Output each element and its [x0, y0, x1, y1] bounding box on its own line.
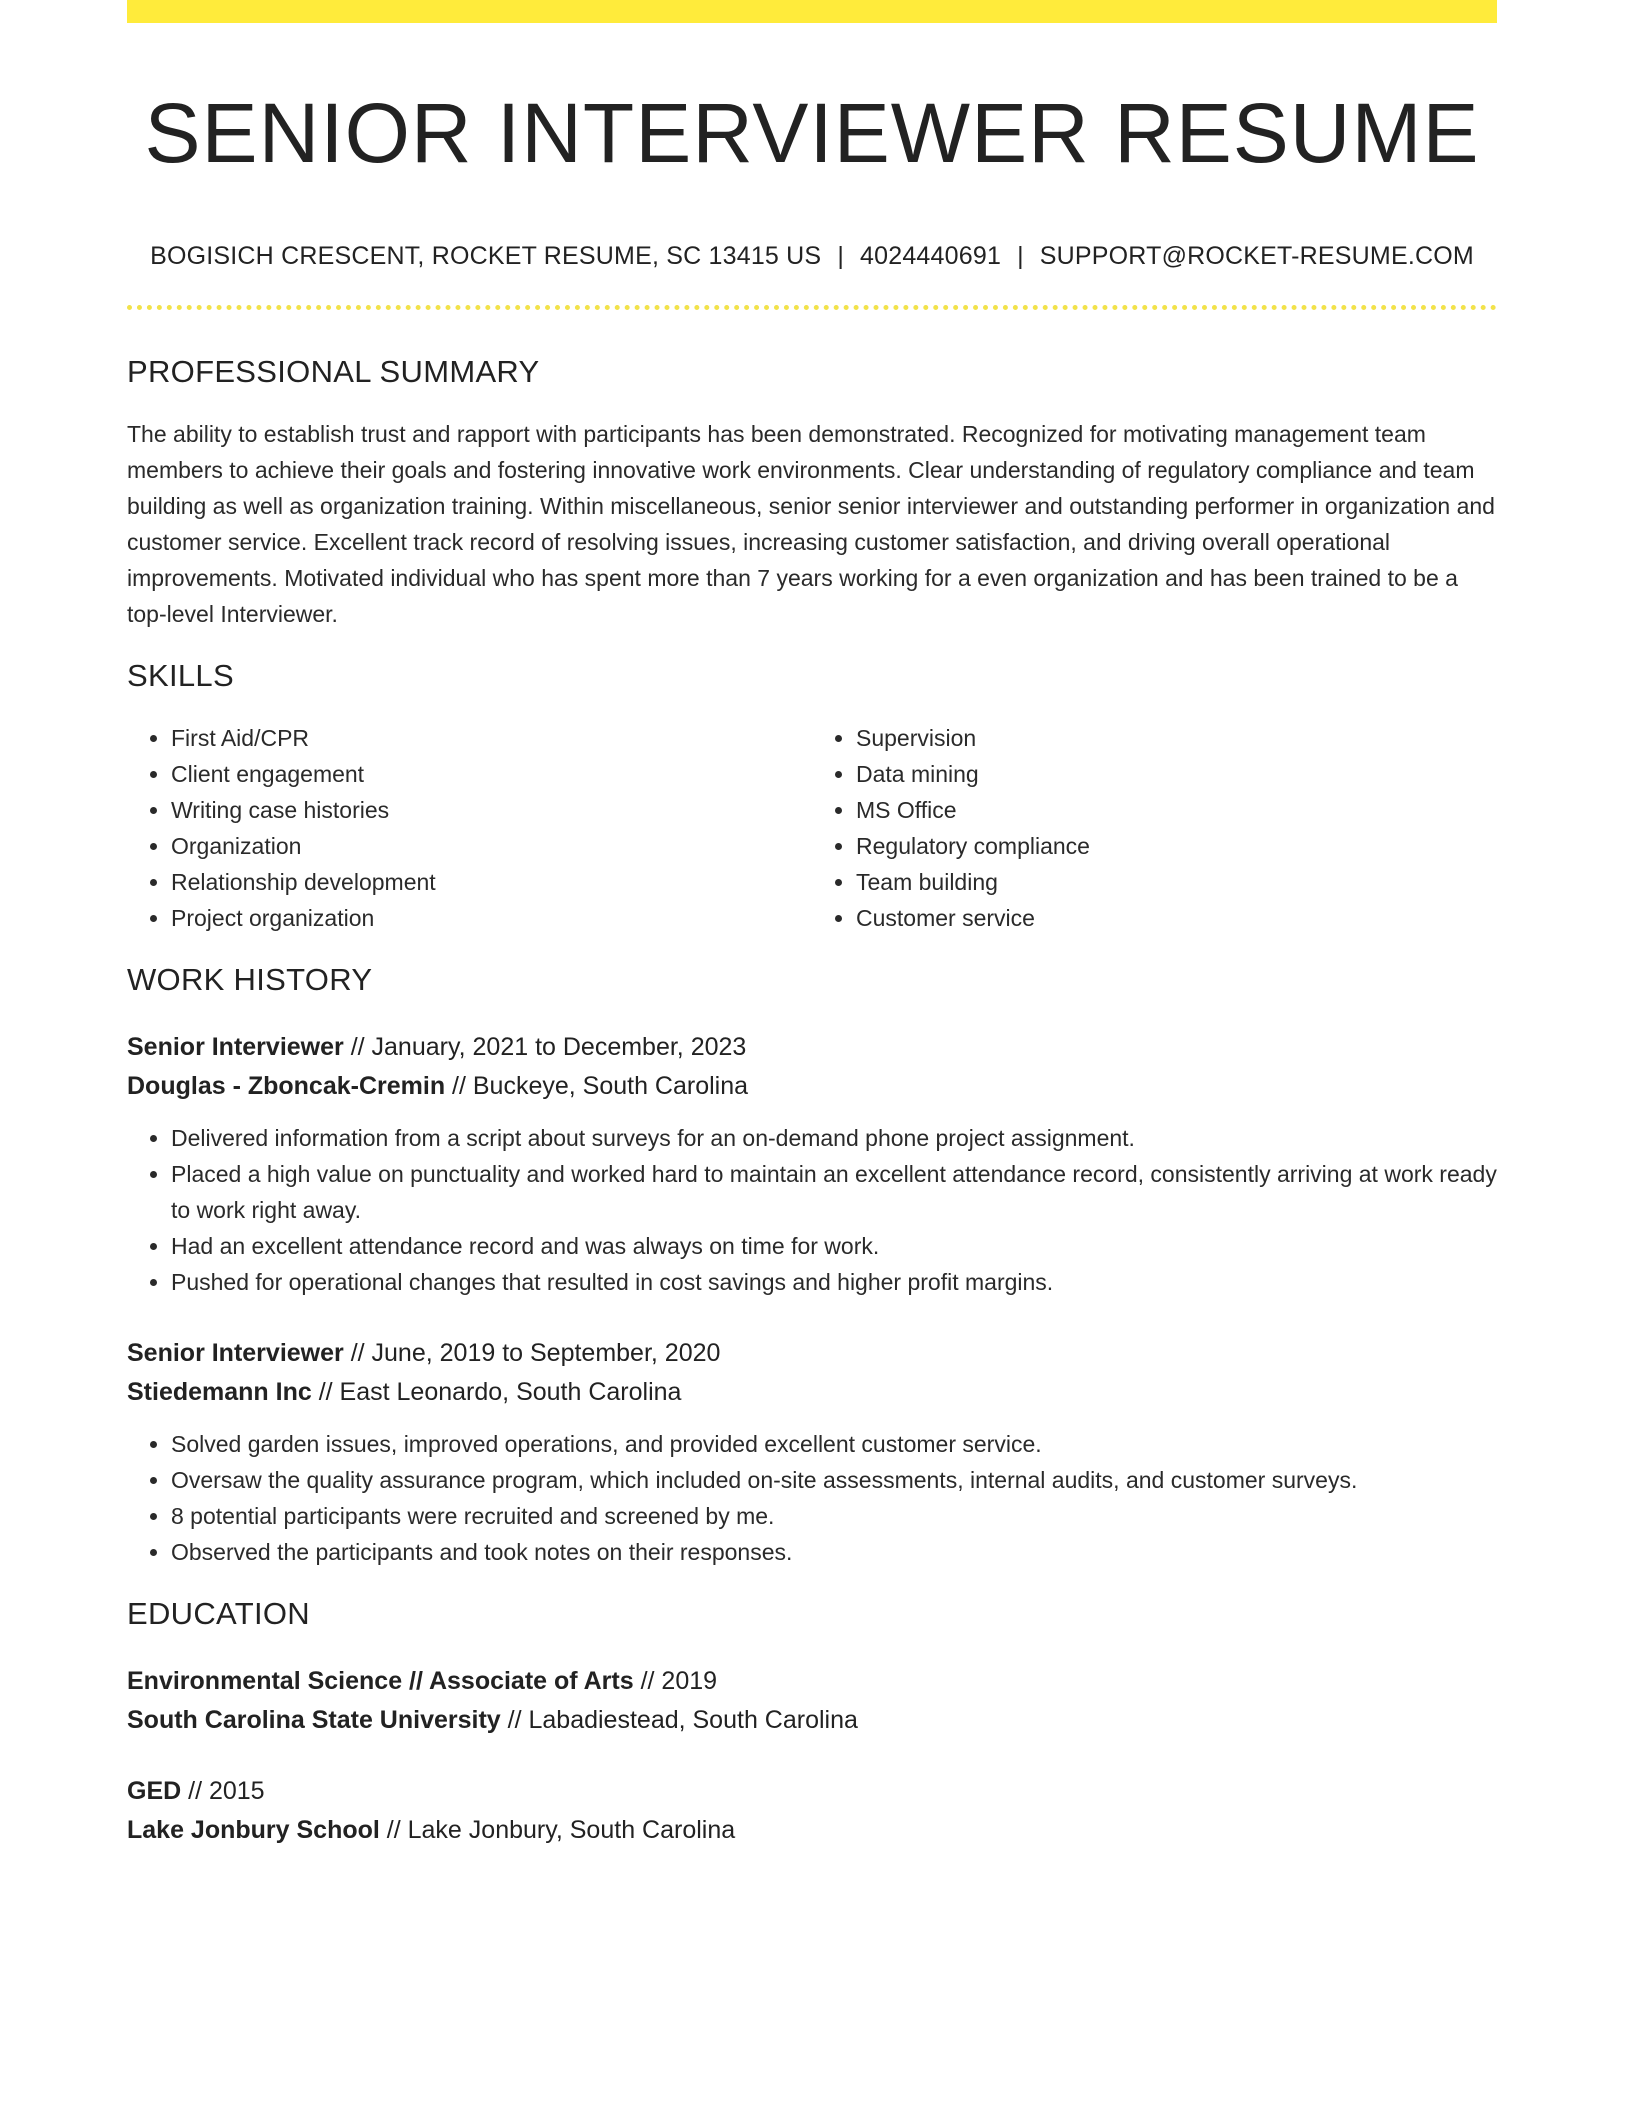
skill-item: • Writing case histories — [171, 792, 812, 828]
skill-item: • First Aid/CPR — [171, 720, 812, 756]
contact-line — [127, 242, 1497, 271]
job-bullets — [127, 1120, 1497, 1300]
job-bullet: • Observed the participants and took notes on their responses. — [171, 1534, 1497, 1570]
job-bullet: • Solved garden issues, improved operations, and provided excellent customer service. — [171, 1426, 1497, 1462]
education-year: // 2019 — [633, 1666, 718, 1695]
contact-phone: 4024440691 — [860, 241, 1002, 270]
summary-heading: PROFESSIONAL SUMMARY — [127, 353, 540, 389]
job-bullet: • Oversaw the quality assurance program, which included on-site assessments, internal audits, and customer surveys. — [171, 1462, 1497, 1498]
skill-item: • Supervision — [856, 720, 1497, 756]
job-company: Stiedemann Inc — [127, 1377, 312, 1406]
skill-item: • Regulatory compliance — [856, 828, 1497, 864]
job-location: // East Leonardo, South Carolina — [311, 1377, 682, 1406]
job-bullet: • Placed a high value on punctuality and worked hard to maintain an excellent attendance record, consistently arriving at work ready to work right away. — [171, 1156, 1497, 1228]
education-school: Lake Jonbury School — [127, 1815, 380, 1844]
summary-text: The ability to establish trust and rapport with participants has been demonstrated. Recognized for motivating management team members to achieve their goals and fostering innovative work environments. Clear understanding of regulatory compliance and team building as well as organization training. Within miscellaneous, senior senior interviewer and outstanding performer in organization and customer service. Excellent track record of resolving issues, increasing customer satisfaction, and driving overall operational improvements. Motivated individual who has spent more than 7 years working for a even organization and has been trained to be a top-level Interviewer. — [127, 420, 1495, 627]
job-title: Senior Interviewer — [127, 1032, 344, 1061]
resume-title: SENIOR INTERVIEWER RESUME — [144, 86, 1480, 180]
skills-column-right — [812, 720, 1497, 936]
skill-item: • Data mining — [856, 756, 1497, 792]
contact-separator: | — [837, 241, 845, 270]
job-header — [127, 1334, 1497, 1412]
skill-item: • Team building — [856, 864, 1497, 900]
skills-column-left — [127, 720, 812, 936]
job-header — [127, 1028, 1497, 1106]
work-history-heading: WORK HISTORY — [127, 961, 373, 997]
job-location: // Buckeye, South Carolina — [445, 1071, 749, 1100]
job-dates: // January, 2021 to December, 2023 — [343, 1032, 747, 1061]
skill-item: • Client engagement — [171, 756, 812, 792]
job-bullets — [127, 1426, 1497, 1570]
contact-separator: | — [1017, 241, 1024, 270]
education-year: // 2015 — [181, 1776, 265, 1805]
accent-top-bar — [127, 0, 1497, 23]
education-degree: Environmental Science // Associate of Arts — [127, 1666, 634, 1695]
resume-page — [127, 0, 1497, 1850]
job-bullet: • Delivered information from a script about surveys for an on-demand phone project assignment. — [171, 1120, 1497, 1156]
education-location: // Labadiestead, South Carolina — [500, 1705, 858, 1734]
job-title: Senior Interviewer — [127, 1338, 344, 1367]
dotted-divider — [127, 305, 1497, 310]
job-bullet: • 8 potential participants were recruited and screened by me. — [171, 1498, 1497, 1534]
job-bullet: • Had an excellent attendance record and was always on time for work. — [171, 1228, 1497, 1264]
job-bullet: • Pushed for operational changes that resulted in cost savings and higher profit margins. — [171, 1264, 1497, 1300]
skill-item: • Project organization — [171, 900, 812, 936]
skill-item: • Customer service — [856, 900, 1497, 936]
contact-address: BOGISICH CRESCENT, ROCKET RESUME, SC 13415 US — [150, 241, 822, 270]
skill-item: • Organization — [171, 828, 812, 864]
education-heading: EDUCATION — [127, 1595, 310, 1631]
job-company: Douglas - Zboncak-Cremin — [127, 1071, 446, 1100]
education-entry — [127, 1662, 1497, 1740]
education-degree: GED — [127, 1776, 182, 1805]
education-entry — [127, 1772, 1497, 1850]
skills-heading: SKILLS — [127, 657, 234, 693]
skill-item: • Relationship development — [171, 864, 812, 900]
education-location: // Lake Jonbury, South Carolina — [379, 1815, 736, 1844]
skill-item: • MS Office — [856, 792, 1497, 828]
skills-list — [127, 720, 1497, 936]
job-dates: // June, 2019 to September, 2020 — [343, 1338, 721, 1367]
contact-email: SUPPORT@ROCKET-RESUME.COM — [1039, 241, 1474, 270]
education-school: South Carolina State University — [127, 1705, 501, 1734]
